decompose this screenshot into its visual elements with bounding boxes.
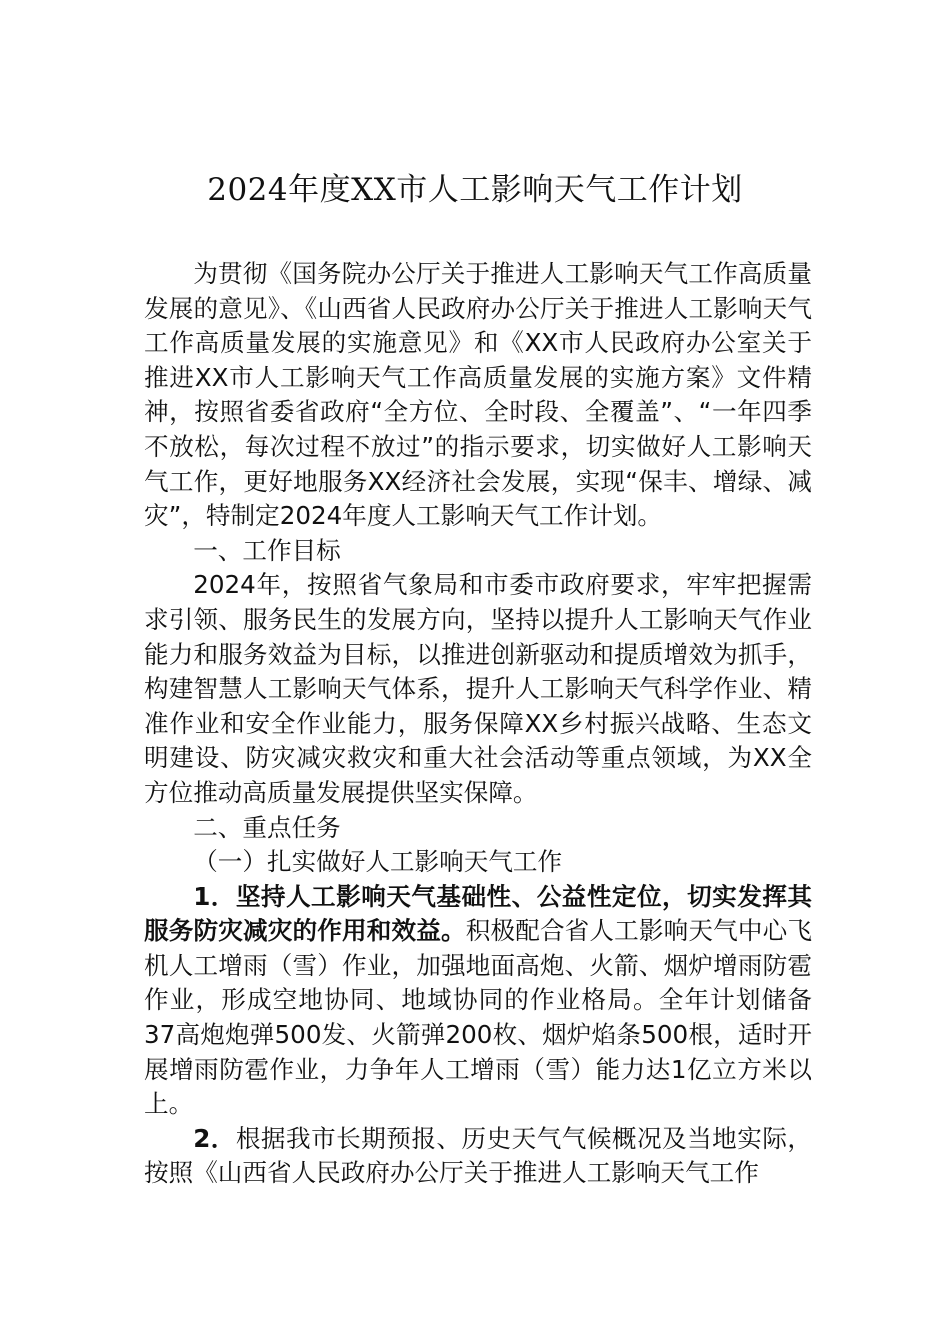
item-2-text: 根据我市长期预报、历史天气气候概况及当地实际，按照《山西省人民政府办公厅关于推进人工影响天气工作 xyxy=(144,1123,812,1188)
item-1-paragraph xyxy=(144,880,812,1122)
goals-paragraph: 2024年，按照省气象局和市委市政府要求，牢牢把握需求引领、服务民生的发展方向，坚持以提升人工影响天气作业能力和服务效益为目标，以推进创新驱动和提质增效为抓手，构建智慧人工影响天气体系，提升人工影响天气科学作业、精准作业和安全作业能力，服务保障XX乡村振兴战略、生态文明建设、防灾减灾救灾和重大社会活动等重点领域，为XX全方位推动高质量发展提供坚实保障。 xyxy=(144,570,812,807)
item-1-lead: 1．坚持人工影响天气基础性、公益性定位，切实发挥其服务防灾减灾的作用和效益。 xyxy=(144,881,812,946)
intro-paragraph: 为贯彻《国务院办公厅关于推进人工影响天气工作高质量发展的意见》、《山西省人民政府办公厅关于推进人工影响天气工作高质量发展的实施意见》和《XX市人民政府办公室关于推进XX市人工影响天气工作高质量发展的实施方案》文件精神，按照省委省政府“全方位、全时段、全覆盖”、“一年四季不放松，每次过程不放过”的指示要求，切实做好人工影响天气工作，更好地服务XX经济社会发展，实现“保丰、增绿、减灾”，特制定2024年度人工影响天气工作计划。 xyxy=(144,259,812,531)
item-2-paragraph xyxy=(144,1122,812,1191)
item-2-lead: 2． xyxy=(193,1123,236,1153)
section-heading-tasks: 二、重点任务 xyxy=(193,812,341,842)
document-title: 2024年度XX市人工影响天气工作计划 xyxy=(207,172,743,208)
document-body xyxy=(144,257,812,1191)
subsection-heading-weather-work: （一）扎实做好人工影响天气工作 xyxy=(193,847,563,877)
item-1-text: 积极配合省人工影响天气中心飞机人工增雨（雪）作业，加强地面高炮、火箭、烟炉增雨防雹作业，形成空地协同、地域协同的作业格局。全年计划储备37高炮炮弹500发、火箭弹200枚、烟炉焰条500根，适时开展增雨防雹作业，力争年人工增雨（雪）能力达1亿立方米以上。 xyxy=(144,916,812,1119)
section-heading-goals: 一、工作目标 xyxy=(193,535,341,565)
